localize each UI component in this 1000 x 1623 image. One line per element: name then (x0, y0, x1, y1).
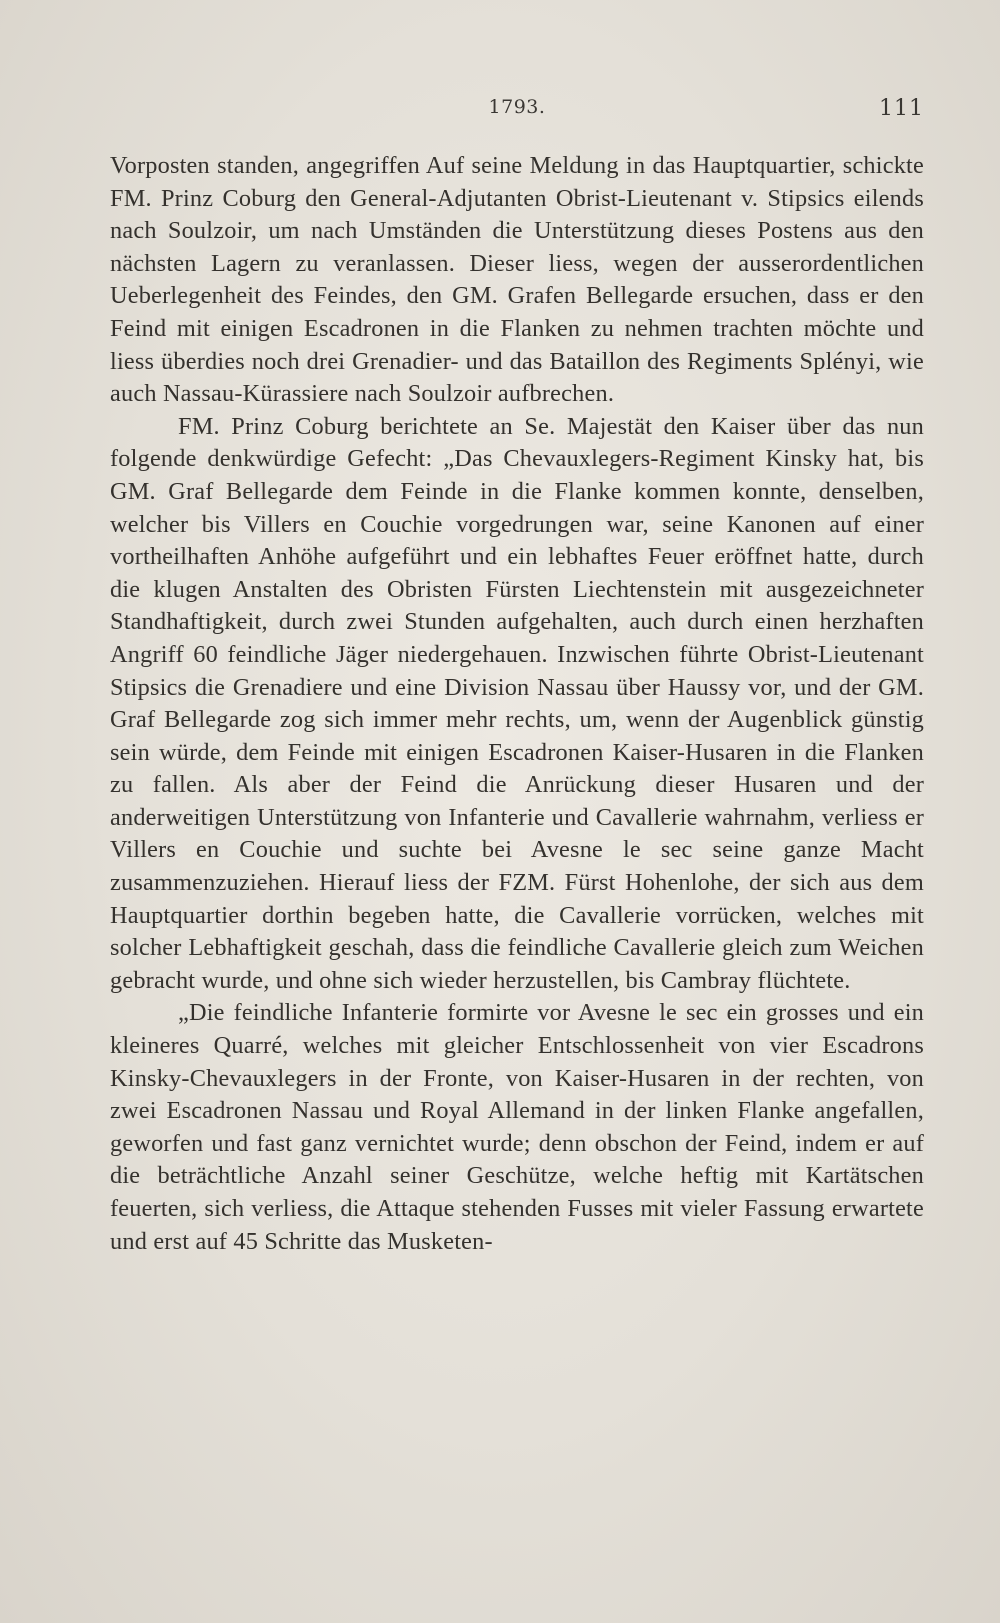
running-head-year: 1793. (488, 96, 546, 118)
paragraph-2: FM. Prinz Coburg berichtete an Se. Majestät den Kaiser über das nun folgende denkwürdige Gefecht: „Das Chevauxlegers-Regiment Kinsky hat, bis GM. Graf Bellegarde dem Feinde in die Flanke kommen konnte, denselben, welcher bis Villers en Couchie vorgedrungen war, seine Kanonen auf einer vortheilhaften Anhöhe aufgeführt und ein lebhaftes Feuer eröffnet hatte, durch die klugen Anstalten des Obristen Fürsten Liechtenstein mit ausgezeichneter Standhaftigkeit, durch zwei Stunden aufgehalten, auch durch einen herzhaften Angriff 60 feindliche Jäger niedergehauen. Inzwischen führte Obrist-Lieutenant Stipsics die Grenadiere und eine Division Nassau über Haussy vor, und der GM. Graf Bellegarde zog sich immer mehr rechts, um, wenn der Augenblick günstig sein würde, dem Feinde mit einigen Escadronen Kaiser-Husaren in die Flanken zu fallen. Als aber der Feind die Anrückung dieser Husaren und der anderweitigen Unterstützung von Infanterie und Cavallerie wahrnahm, verliess er Villers en Couchie und suchte bei Avesne le sec seine ganze Macht zusammenzuziehen. Hierauf liess der FZM. Fürst Hohenlohe, der sich aus dem Hauptquartier dorthin begeben hatte, die Cavallerie vorrücken, welches mit solcher Lebhaftigkeit geschah, dass die feindliche Cavallerie gleich zum Weichen gebracht wurde, und ohne sich wieder herzustellen, bis Cambray flüchtete. (110, 412, 924, 994)
page-number: 111 (879, 96, 924, 121)
paragraph-3: „Die feindliche Infanterie formirte vor Avesne le sec ein grosses und ein kleineres Quarré, welches mit gleicher Entschlossenheit von vier Escadrons Kinsky-Chevauxlegers in der Fronte, von Kaiser-Husaren in der rechten, von zwei Escadronen Nassau und Royal Allemand in der linken Flanke angefallen, geworfen und fast ganz vernichtet wurde; denn obschon der Feind, indem er auf die beträchtliche Anzahl seiner Geschütze, welche heftig mit Kartätschen feuerten, sich verliess, die Attaque stehenden Fusses mit vieler Fassung erwartete und erst auf 45 Schritte das Musketen- (110, 999, 924, 1255)
paragraph-1: Vorposten standen, angegriffen Auf seine Meldung in das Hauptquartier, schickte FM. Prinz Coburg den General-Adjutanten Obrist-Lieutenant v. Stipsics eilends nach Soulzoir, um nach Umständen die Unterstützung dieses Postens aus den nächsten Lagern zu veranlassen. Dieser liess, wegen der ausserordentlichen Ueberlegenheit des Feindes, den GM. Grafen Bellegarde ersuchen, dass er den Feind mit einigen Escadronen in die Flanken zu nehmen trachten möchte und liess überdies noch drei Grenadier- und das Bataillon des Regiments Splényi, wie auch Nassau-Kürassiere nach Soulzoir aufbrechen. (110, 152, 924, 408)
body-text (110, 150, 924, 1258)
page-header (110, 96, 924, 126)
